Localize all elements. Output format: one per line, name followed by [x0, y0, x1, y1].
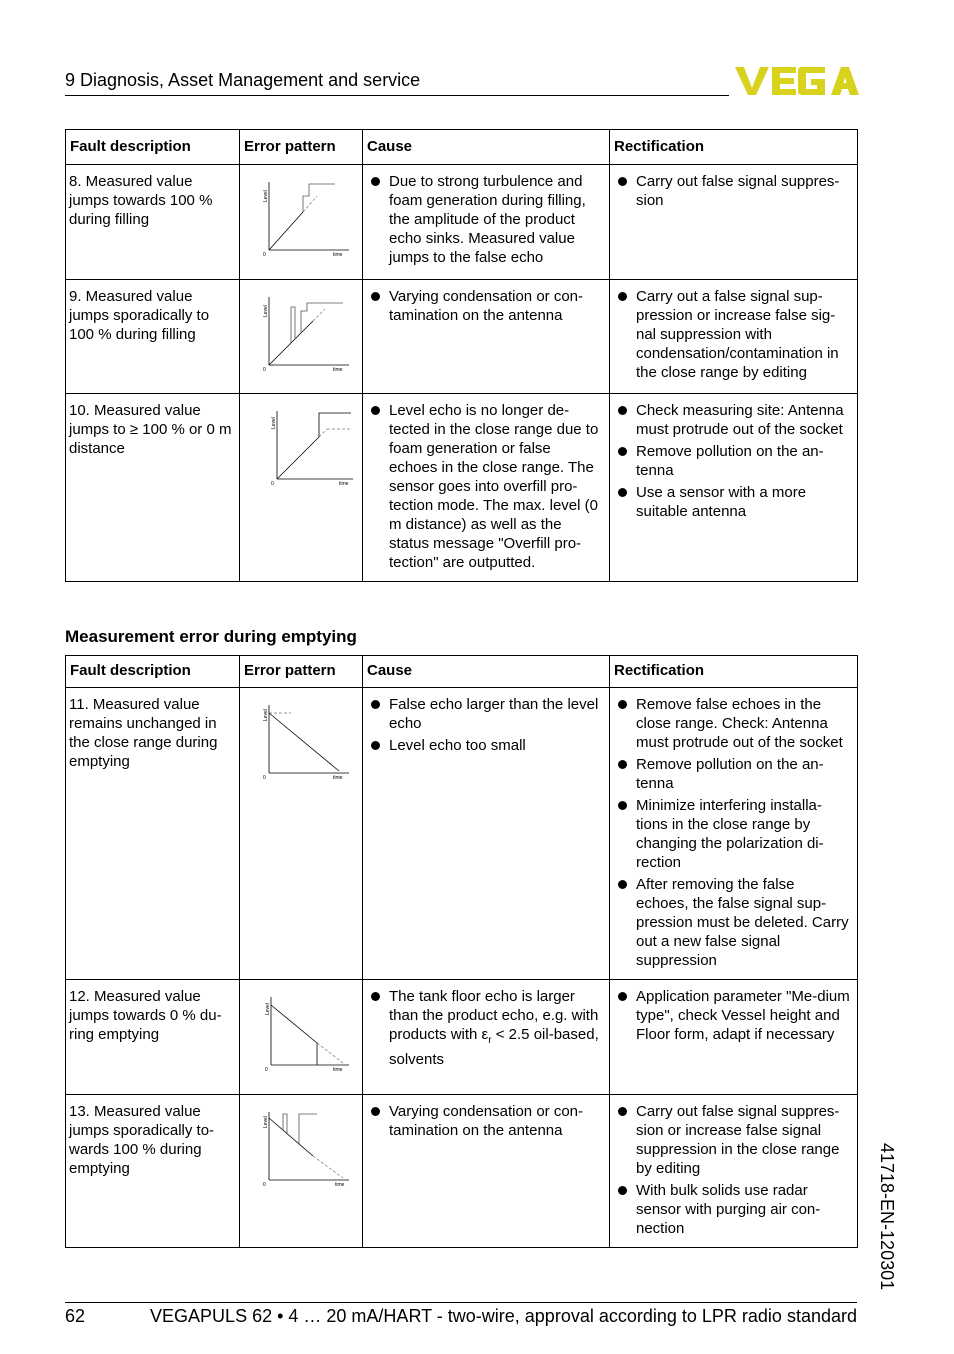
cause-cell: [363, 980, 610, 1095]
error-pattern: [240, 1095, 363, 1248]
cause-item: Due to strong turbulence and foam generation during filling, the amplitude of the product echo sinks. Measured value jumps to the false echo: [366, 172, 605, 267]
rectification-item: With bulk solids use radar sensor with purging air con-nection: [613, 1181, 853, 1238]
document-code: [876, 1145, 896, 1310]
error-pattern: [240, 165, 363, 280]
column-header: Cause: [363, 130, 610, 165]
time-axis-label: time: [335, 1182, 345, 1188]
rectification-item: Use a sensor with a more suitable antenna: [613, 483, 853, 521]
vega-logo: [735, 64, 859, 98]
rectification-cell: [610, 394, 858, 582]
level-axis-label: Level: [271, 417, 277, 429]
error-pattern-chart: [243, 172, 353, 272]
footer-rule: [65, 1302, 857, 1303]
cause-cell: [363, 280, 610, 394]
error-pattern: [240, 980, 363, 1095]
chapter-title: 9 Diagnosis, Asset Management and service: [65, 70, 421, 90]
emptying-fault-table: [65, 655, 858, 1248]
time-axis-label: time: [333, 252, 343, 258]
cause-text: < 2.5 oil-based, solvents: [389, 1026, 599, 1068]
error-pattern-chart: [243, 695, 353, 795]
header-rule: [65, 95, 729, 96]
epsilon-subscript: r: [488, 1035, 492, 1046]
origin-label: 0: [263, 775, 266, 781]
cause-text: The tank floor echo is larger than the product echo, e.g. with products with ε: [389, 988, 599, 1043]
column-header: Fault description: [66, 656, 240, 688]
cause-cell: [363, 394, 610, 582]
fault-description: 8. Measured value jumps towards 100 % during filling: [66, 165, 240, 280]
rectification-cell: [610, 165, 858, 280]
column-header: Rectification: [610, 656, 858, 688]
origin-label: 0: [263, 252, 266, 258]
column-header: Error pattern: [240, 656, 363, 688]
column-header: Fault description: [66, 130, 240, 165]
error-pattern-chart: [243, 1102, 353, 1202]
origin-label: 0: [263, 367, 266, 373]
rectification-item: Carry out a false signal sup-pression or increase false sig-nal suppression with condensation/contamination in the close range by editing: [613, 287, 853, 382]
rectification-item: Remove pollution on the an-tenna: [613, 755, 853, 793]
rectification-cell: [610, 1095, 858, 1248]
table-row: [66, 688, 858, 980]
rectification-cell: [610, 688, 858, 980]
rectification-cell: [610, 280, 858, 394]
cause-cell: [363, 1095, 610, 1248]
column-header: Error pattern: [240, 130, 363, 165]
level-axis-label: Level: [263, 305, 269, 317]
time-axis-label: time: [339, 481, 349, 487]
table-header-row: [66, 656, 858, 688]
table-row: [66, 1095, 858, 1248]
level-axis-label: Level: [263, 190, 269, 202]
origin-label: 0: [263, 1182, 266, 1188]
error-pattern: [240, 394, 363, 582]
table-row: [66, 394, 858, 582]
table-row: [66, 980, 858, 1095]
error-pattern-chart: [243, 287, 353, 387]
rectification-item: Minimize interfering installa-tions in the close range by changing the polarization di-rection: [613, 796, 853, 872]
document-code-text: 41718-EN-120301: [877, 1143, 897, 1291]
fault-description: 11. Measured value remains unchanged in the close range during emptying: [66, 688, 240, 980]
rectification-item: Carry out false signal suppres-sion or increase false signal suppression in the close range by editing: [613, 1102, 853, 1178]
error-pattern-chart: [243, 987, 353, 1087]
error-pattern: [240, 280, 363, 394]
time-axis-label: time: [333, 1067, 343, 1073]
cause-item: False echo larger than the level echo: [366, 695, 605, 733]
error-pattern: [240, 688, 363, 980]
section-heading: Measurement error during emptying: [65, 627, 357, 646]
cause-item: Level echo too small: [366, 736, 605, 755]
fault-description: 13. Measured value jumps sporadically to-wards 100 % during emptying: [66, 1095, 240, 1248]
rectification-item: Carry out false signal suppres-sion: [613, 172, 853, 210]
cause-item: Varying condensation or con-tamination on the antenna: [366, 287, 605, 325]
rectification-item: Check measuring site: Antenna must protrude out of the socket: [613, 401, 853, 439]
rectification-item: After removing the false echoes, the false signal sup-pression must be deleted. Carry out a new false signal suppression: [613, 875, 853, 970]
cause-item: [366, 987, 605, 1069]
cause-item: Varying condensation or con-tamination on the antenna: [366, 1102, 605, 1140]
fault-description: 12. Measured value jumps towards 0 % du-ring emptying: [66, 980, 240, 1095]
level-axis-label: Level: [263, 709, 269, 721]
column-header: Rectification: [610, 130, 858, 165]
cause-item: Level echo is no longer de-tected in the close range due to foam generation or false echoes in the close range. The sensor goes into overfill pro-tection mode. The max. level (0 m distance) as well as the status message "Overfill pro-tection" are outputted.: [366, 401, 605, 572]
table-row: [66, 165, 858, 280]
rectification-item: Remove pollution on the an-tenna: [613, 442, 853, 480]
cause-cell: [363, 165, 610, 280]
level-axis-label: Level: [265, 1003, 271, 1015]
fault-description: 9. Measured value jumps sporadically to 100 % during filling: [66, 280, 240, 394]
filling-fault-table: [65, 129, 858, 582]
origin-label: 0: [271, 481, 274, 487]
footer-title: VEGAPULS 62 • 4 … 20 mA/HART - two-wire, approval according to LPR radio standard: [150, 1306, 857, 1326]
column-header: Cause: [363, 656, 610, 688]
cause-cell: [363, 688, 610, 980]
table-row: [66, 280, 858, 394]
rectification-item: Application parameter "Me-dium type", check Vessel height and Floor form, adapt if necessary: [613, 987, 853, 1044]
rectification-cell: [610, 980, 858, 1095]
time-axis-label: time: [333, 367, 343, 373]
fault-description: 10. Measured value jumps to ≥ 100 % or 0 m distance: [66, 394, 240, 582]
page-number: 62: [65, 1306, 86, 1326]
rectification-item: Remove false echoes in the close range. Check: Antenna must protrude out of the socket: [613, 695, 853, 752]
origin-label: 0: [265, 1067, 268, 1073]
error-pattern-chart: [243, 401, 353, 501]
time-axis-label: time: [333, 775, 343, 781]
level-axis-label: Level: [263, 1116, 269, 1128]
table-header-row: [66, 130, 858, 165]
